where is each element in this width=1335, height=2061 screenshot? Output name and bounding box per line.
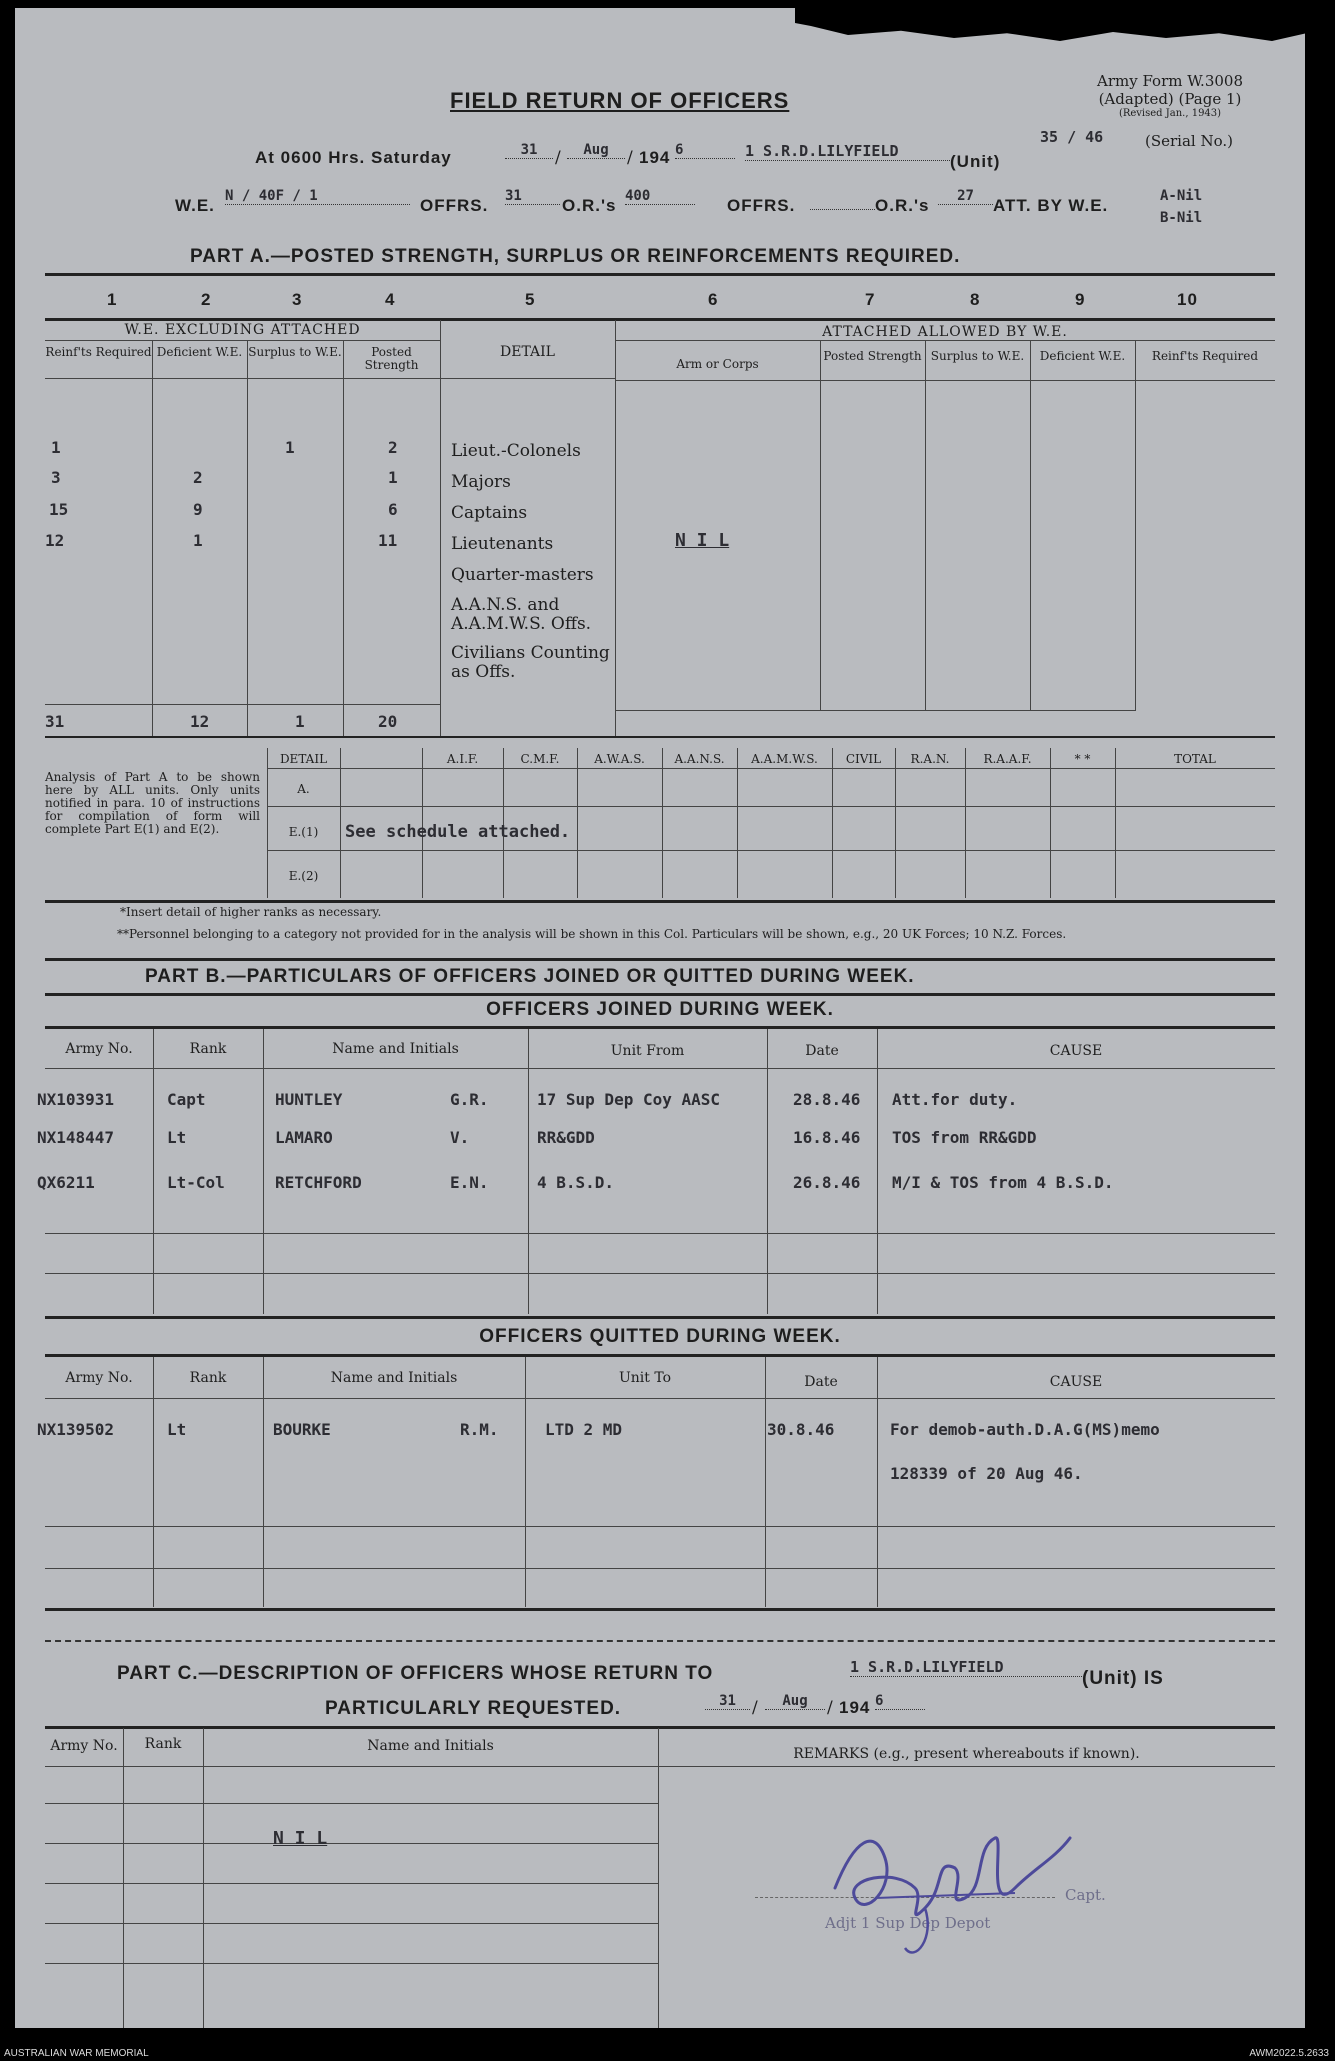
offrs-label: OFFRS. [420, 196, 489, 215]
total-c2: 12 [190, 712, 210, 731]
q-head-rank: Rank [189, 1370, 227, 1386]
footnote-1: *Insert detail of higher ranks as necessary. [120, 905, 382, 919]
q-head-no: Army No. [65, 1370, 133, 1386]
j1-unit: 17 Sup Dep Coy AASC [537, 1090, 721, 1109]
j-head-no: Army No. [65, 1041, 133, 1057]
row-2-c2: 2 [193, 468, 203, 487]
an-head-ran: R.A.N. [910, 752, 950, 766]
c-head-remarks: REMARKS (e.g., present whereabouts if known). [793, 1746, 1140, 1762]
q1-cause-2: 128339 of 20 Aug 46. [890, 1464, 1083, 1483]
footer-left: AUSTRALIAN WAR MEMORIAL [4, 2048, 149, 2059]
j1-init: G.R. [450, 1090, 489, 1109]
col-num-4: 4 [385, 290, 396, 309]
an-head-detail: DETAIL [279, 752, 328, 766]
row-4-c4: 11 [378, 531, 398, 550]
date-day: 31 [505, 142, 553, 159]
row-1-c4: 2 [388, 438, 398, 457]
row-3-detail: Captains [451, 503, 528, 523]
part-c-heading-1: PART C.—DESCRIPTION OF OFFICERS WHOSE RETURN TO [117, 1663, 714, 1684]
row-3-c1: 15 [49, 500, 69, 519]
c-head-name: Name and Initials [367, 1738, 494, 1754]
col-num-10: 10 [1177, 290, 1198, 309]
q1-rank: Lt [167, 1420, 187, 1439]
an-row-e2: E.(2) [288, 869, 319, 883]
row-2-c1: 3 [51, 468, 61, 487]
row-2-detail: Majors [451, 472, 511, 492]
row-4-c2: 1 [193, 531, 203, 550]
form-ref-2: (Adapted) (Page 1) [1098, 90, 1242, 108]
j2-no: NX148447 [37, 1128, 115, 1147]
part-a-heading: PART A.—POSTED STRENGTH, SURPLUS OR REINFORCEMENTS REQUIRED. [190, 246, 961, 267]
serial-value: 35 / 46 [1040, 128, 1104, 146]
row-3-c2: 9 [193, 500, 203, 519]
head-deficient: Deficient W.E. [156, 345, 243, 359]
row-2-c4: 1 [388, 468, 398, 487]
group-right: ATTACHED ALLOWED BY W.E. [822, 324, 1068, 340]
part-c-year-prefix: 194 [839, 1698, 871, 1717]
an-row-e1: E.(1) [288, 825, 319, 839]
an-head-awas: A.W.A.S. [594, 752, 645, 766]
q1-unit: LTD 2 MD [545, 1420, 623, 1439]
j-head-unit: Unit From [610, 1043, 685, 1059]
total-c1: 31 [45, 712, 65, 731]
date-year-suffix: 6 [675, 142, 735, 159]
head-att-deficient: Deficient W.E. [1039, 349, 1126, 363]
head-arm: Arm or Corps [676, 357, 759, 371]
total-c3: 1 [295, 712, 305, 731]
date-year-prefix: 194 [639, 148, 671, 167]
offrs2-label: OFFRS. [727, 196, 796, 215]
form-paper: Army Form W.3008 (Adapted) (Page 1) (Revised Jan., 1943) 35 / 46 (Serial No.) FIELD RETURN OF OFFICERS At 0600 Hrs. Saturday 31 / Aug / 194 6 1 S.R.D.LILYFIELD (Unit) W.E. N / 40F / 1 OFFRS. 31 O.R.'s 400 OFFRS. O.R.'s 27 ATT. BY W.E. A-Nil B-Nil PART A.—POSTED STRENGTH, SURPLUS OR REINFORCEMENTS REQUIRED. 1 2 3 4 5 6 7 8 9 10 W.E. EXCLUDING ATTACHED ATTACHED ALLOWED BY W.E. Reinf'ts Required Deficient W.E. Surplus to W.E. Posted Strength DETAIL Arm or Corps Posted Strength Surplus to W.E. Deficient W.E. Reinf'ts Required 1 1 2 Lieut.-Colonels 3 2 1 Majors 15 9 6 Captains 12 1 11 Lieutenants Quarter-masters A.A.N.S. and A.A.M.W.S. Offs. Civilians Counting as Offs. N I L 31 12 1 20 Analysis of Part A to be shown here by ALL units. Only units notified in para. 10 of instructions for compilation of form will complete Part E(1) and E(2). DETAIL A.I.F. C.M.F. A.W.A.S. A.A.N.S. A.A.M.W.S. CIVIL R.A.N. R.A.A.F. * * TOTAL A. E.(1) E.(2) See schedule attached. *Insert detail of higher ranks as necessary. **Personnel belonging to a category not provided for in the analysis will be shown in this Col. Particulars will be shown, e.g., 20 UK Forces; 10 N.Z. Forces. PART B.—PARTICULARS OF OFFICERS JOINED OR QUITTED DURING WEEK. OFFICERS JOINED DURING WEEK. Army No. Rank Name and Initials Unit From Date CAUSE NX103931 Capt HUNTLEY G.R. 17 Sup Dep Coy AASC 28.8.46 Att.for duty. NX148447 Lt LAMARO V. RR&GDD 16.8.46 TOS from RR&GDD QX6211 Lt-Col RETCHFORD E.N. 4 B.S.D. 26.8.46 M/I & TOS from 4 B.S.D. OFFICERS QUITTED DURING WEEK. Army No. Rank Name and Initials Unit To Date CAUSE NX139502 Lt BOURKE R.M. LTD 2 MD 30.8.46 For demob-auth.D.A.G(MS)memo 128339 of 20 Aug 46. PART C.—DESCRIPTION OF OFFICERS WHOSE RETURN TO 1 S.R.D.LILYFIELD (Unit) IS PARTICULARLY REQUESTED. 31 / Aug / 194 6 Army No. Rank Name and Initials REMARKS (e.g., present whereabouts if known). N I L Capt. Adjt 1 Sup Dep Depot [15, 8, 1305, 2028]
j-head-date: Date [805, 1043, 839, 1059]
row-1-c1: 1 [51, 438, 61, 457]
j3-rank: Lt-Col [167, 1173, 225, 1192]
ors-value: 400 [625, 188, 695, 205]
part-b-heading: PART B.—PARTICULARS OF OFFICERS JOINED OR QUITTED DURING WEEK. [145, 966, 915, 987]
j1-no: NX103931 [37, 1090, 115, 1109]
ors-label: O.R.'s [562, 196, 617, 215]
head-reinfts: Reinf'ts Required [45, 345, 152, 359]
an-row-a: A. [297, 782, 310, 796]
att-b: B-Nil [1160, 210, 1203, 226]
j3-cause: M/I & TOS from 4 B.S.D. [892, 1173, 1114, 1192]
signature-rank: Capt. [1065, 1886, 1106, 1904]
an-head-cmf: C.M.F. [520, 752, 560, 766]
j2-unit: RR&GDD [537, 1128, 595, 1147]
row-5-detail: Quarter-masters [451, 565, 594, 585]
form-ref-3: (Revised Jan., 1943) [1118, 108, 1222, 119]
j2-rank: Lt [167, 1128, 187, 1147]
q1-date: 30.8.46 [767, 1420, 835, 1439]
j-head-rank: Rank [189, 1041, 227, 1057]
q1-cause: For demob-auth.D.A.G(MS)memo [890, 1420, 1160, 1439]
col-num-2: 2 [201, 290, 212, 309]
signature-title: Adjt 1 Sup Dep Depot [825, 1914, 991, 1932]
q-head-unit: Unit To [618, 1370, 672, 1386]
j2-cause: TOS from RR&GDD [892, 1128, 1037, 1147]
head-att-reinfts: Reinf'ts Required [1151, 349, 1259, 363]
unit-label: (Unit) [950, 152, 1001, 171]
att-label: ATT. BY W.E. [993, 196, 1109, 215]
ors2-value: 27 [938, 188, 993, 205]
column-numbers [45, 290, 1275, 316]
col-num-7: 7 [865, 290, 876, 309]
j1-date: 28.8.46 [793, 1090, 861, 1109]
part-c-month: Aug [765, 1693, 825, 1710]
row-1-detail: Lieut.-Colonels [451, 441, 581, 461]
part-c-heading-2: PARTICULARLY REQUESTED. [325, 1698, 622, 1719]
analysis-text: See schedule attached. [345, 822, 571, 842]
date-month: Aug [567, 142, 625, 159]
part-c-name-value: N I L [273, 1828, 328, 1849]
torn-corner [795, 8, 1325, 68]
an-head-aans: A.A.N.S. [674, 752, 725, 766]
col-num-6: 6 [708, 290, 719, 309]
q1-init: R.M. [460, 1420, 499, 1439]
quitted-heading: OFFICERS QUITTED DURING WEEK. [479, 1326, 841, 1347]
col-num-1: 1 [107, 290, 118, 309]
handwritten-signature [815, 1798, 1085, 1968]
part-c-unit-label: (Unit) IS [1082, 1668, 1164, 1689]
row-4-detail: Lieutenants [451, 534, 554, 554]
an-head-other: * * [1074, 752, 1091, 766]
head-att-surplus: Surplus to W.E. [930, 349, 1025, 363]
an-head-civil: CIVIL [845, 752, 882, 766]
c-head-rank: Rank [144, 1736, 182, 1752]
j-head-name: Name and Initials [332, 1041, 459, 1057]
row-6-detail: A.A.N.S. and A.A.M.W.S. Offs. [451, 595, 592, 634]
at-label: At 0600 Hrs. Saturday [255, 148, 452, 167]
j3-no: QX6211 [37, 1173, 95, 1192]
form-ref-1: Army Form W.3008 [1097, 72, 1243, 90]
row-1-c3: 1 [285, 438, 295, 457]
part-c-day: 31 [705, 1693, 750, 1710]
group-left: W.E. EXCLUDING ATTACHED [124, 322, 361, 338]
we-label: W.E. [175, 196, 215, 215]
cut-line [45, 1640, 1275, 1642]
att-a: A-Nil [1160, 188, 1203, 204]
arm-value: N I L [675, 530, 730, 551]
j3-name: RETCHFORD [275, 1173, 362, 1192]
offrs2-blank [810, 208, 875, 210]
q1-no: NX139502 [37, 1420, 115, 1439]
j1-rank: Capt [167, 1090, 206, 1109]
j3-date: 26.8.46 [793, 1173, 861, 1192]
q-head-date: Date [804, 1374, 838, 1390]
row-7-detail: Civilians Counting as Offs. [451, 643, 610, 682]
head-posted: Posted Strength [364, 345, 419, 372]
part-c-unit-value: 1 S.R.D.LILYFIELD [850, 1658, 1082, 1677]
an-head-total: TOTAL [1174, 752, 1216, 766]
an-head-aif: A.I.F. [446, 752, 479, 766]
j-head-cause: CAUSE [1049, 1043, 1103, 1059]
joined-heading: OFFICERS JOINED DURING WEEK. [486, 999, 834, 1020]
head-att-posted: Posted Strength [823, 349, 922, 363]
j1-name: HUNTLEY [275, 1090, 343, 1109]
col-num-8: 8 [970, 290, 981, 309]
form-reference [1055, 72, 1285, 119]
an-head-aamws: A.A.M.W.S. [751, 752, 818, 766]
q-head-name: Name and Initials [330, 1370, 458, 1386]
footnote-2: **Personnel belonging to a category not provided for in the analysis will be shown in this Col. Particulars will be shown, e.g., 20 UK Forces; 10 N.Z. Forces. [117, 927, 1067, 941]
form-title: FIELD RETURN OF OFFICERS [450, 88, 790, 113]
row-3-c4: 6 [388, 500, 398, 519]
j2-name: LAMARO [275, 1128, 333, 1147]
offrs-value: 31 [505, 188, 560, 205]
j1-cause: Att.for duty. [892, 1090, 1018, 1109]
col-num-5: 5 [525, 290, 536, 309]
an-head-raaf: R.A.A.F. [983, 752, 1032, 766]
ors2-label: O.R.'s [875, 196, 930, 215]
serial-label: (Serial No.) [1145, 132, 1233, 150]
c-head-no: Army No. [50, 1738, 118, 1754]
footer-right: AWM2022.5.2633 [1249, 2048, 1329, 2059]
j2-init: V. [450, 1128, 470, 1147]
we-values: N / 40F / 1 [225, 188, 410, 205]
head-detail: DETAIL [500, 344, 555, 360]
head-surplus: Surplus to W.E. [248, 345, 342, 359]
analysis-note: Analysis of Part A to be shown here by ALL units. Only units notified in para. 10 of instructions for compilation of form will complete Part E(1) and E(2). [45, 770, 260, 836]
unit-value: 1 S.R.D.LILYFIELD [745, 142, 950, 161]
q1-name: BOURKE [273, 1420, 331, 1439]
j2-date: 16.8.46 [793, 1128, 861, 1147]
col-num-9: 9 [1075, 290, 1086, 309]
j3-init: E.N. [450, 1173, 489, 1192]
part-c-year-suffix: 6 [875, 1693, 925, 1710]
col-num-3: 3 [292, 290, 303, 309]
j3-unit: 4 B.S.D. [537, 1173, 615, 1192]
total-c4: 20 [378, 712, 398, 731]
q-head-cause: CAUSE [1049, 1374, 1103, 1390]
row-4-c1: 12 [45, 531, 65, 550]
